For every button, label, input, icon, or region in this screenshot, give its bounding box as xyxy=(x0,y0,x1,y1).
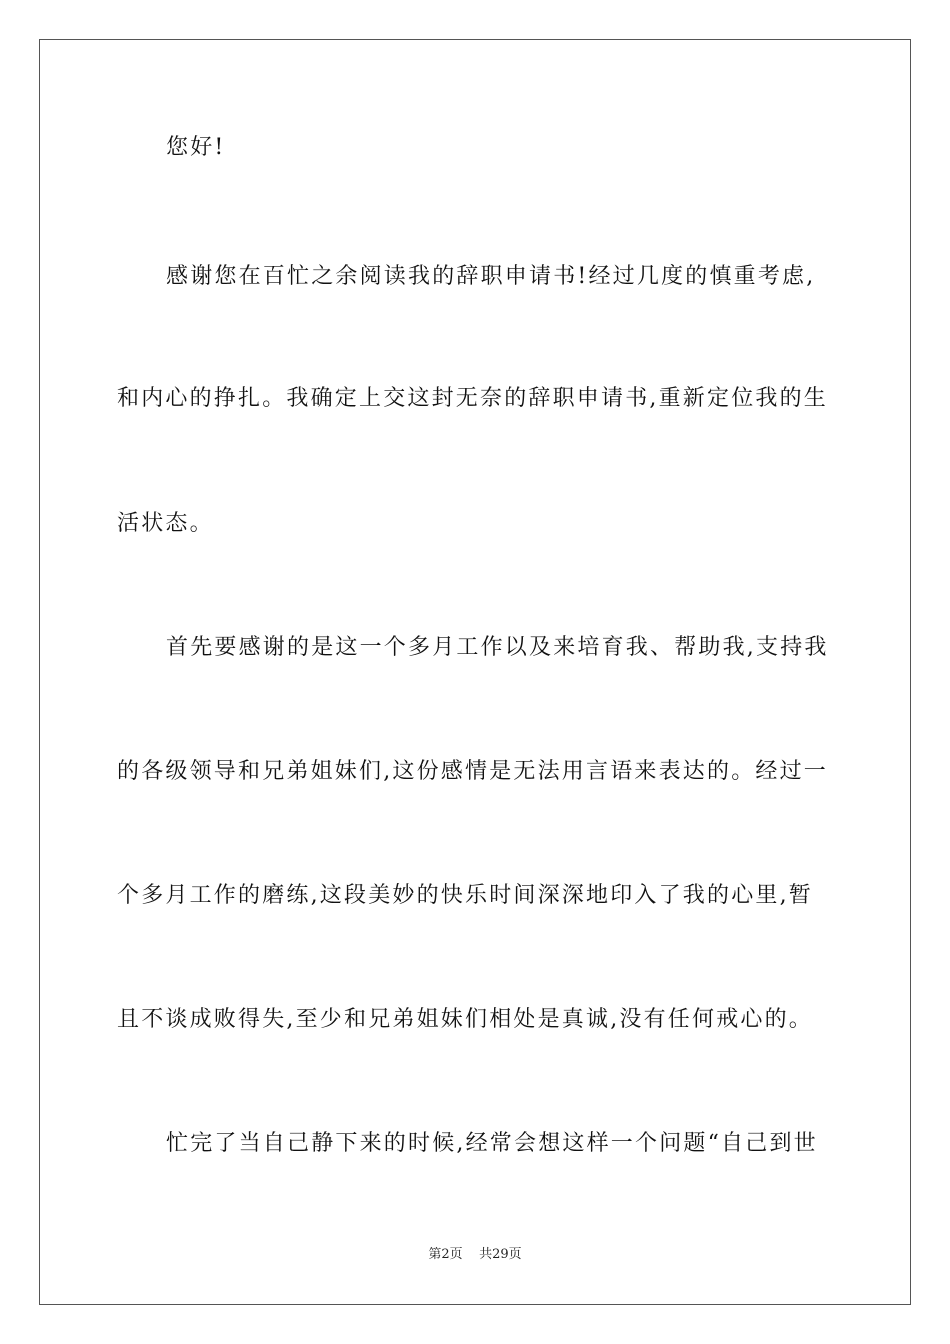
body-line: 活状态。 xyxy=(117,511,214,536)
page-border xyxy=(39,39,911,1305)
body-line: 和内心的挣扎。我确定上交这封无奈的辞职申请书,重新定位我的生 xyxy=(117,386,828,411)
page-number-footer: 第2页 共29页 xyxy=(428,1247,522,1262)
greeting-line: 您好! xyxy=(166,135,226,160)
body-line: 首先要感谢的是这一个多月工作以及来培育我、帮助我,支持我 xyxy=(166,635,829,660)
body-line: 感谢您在百忙之余阅读我的辞职申请书!经过几度的慎重考虑, xyxy=(166,264,816,289)
body-line: 的各级领导和兄弟姐妹们,这份感情是无法用言语来表达的。经过一 xyxy=(117,759,828,784)
body-line: 且不谈成败得失,至少和兄弟姐妹们相处是真诚,没有任何戒心的。 xyxy=(117,1007,813,1032)
body-line: 个多月工作的磨练,这段美妙的快乐时间深深地印入了我的心里,暂 xyxy=(117,883,813,908)
body-line: 忙完了当自己静下来的时候,经常会想这样一个问题“自己到世 xyxy=(166,1131,818,1156)
